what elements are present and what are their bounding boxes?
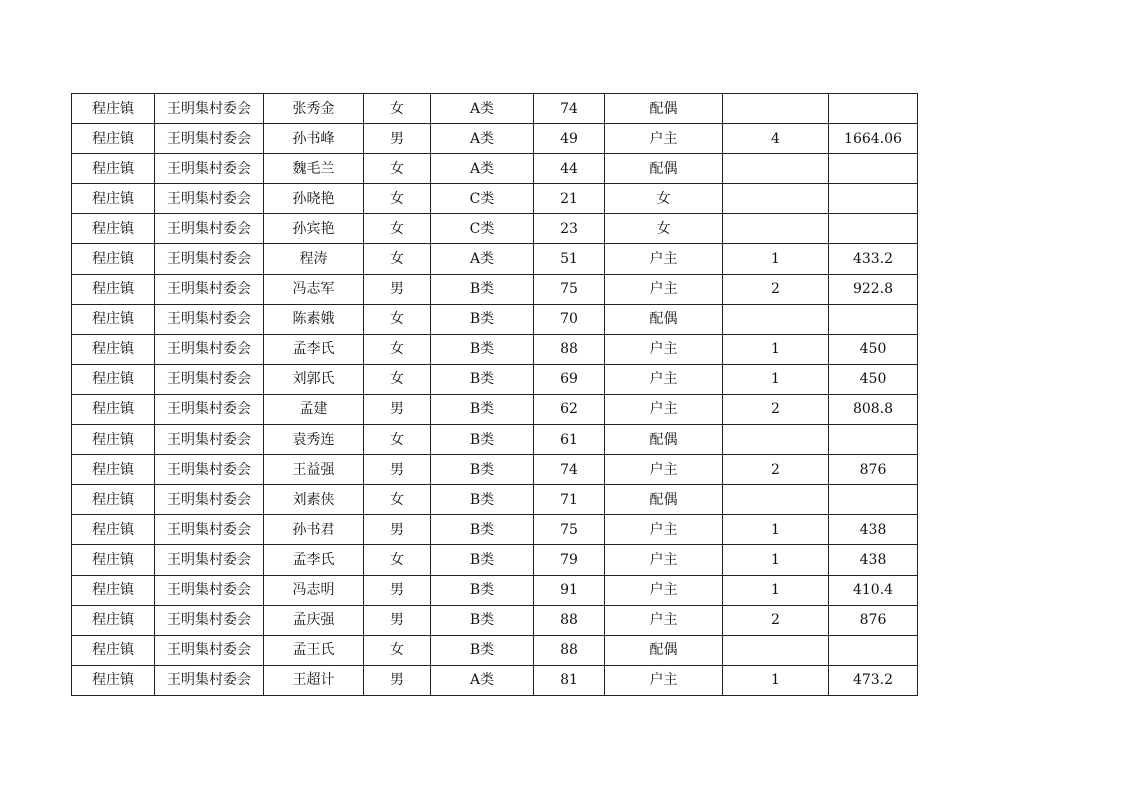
amount-cell [829,304,918,334]
category-cell: A类 [431,124,534,154]
relation-cell: 户主 [605,274,723,304]
name-cell: 冯志军 [264,274,364,304]
category-cell: B类 [431,635,534,665]
town-cell: 程庄镇 [72,184,155,214]
gender-cell: 男 [364,455,431,485]
table-row [72,605,918,635]
table-row [72,334,918,364]
gender-cell: 男 [364,575,431,605]
category-cell: B类 [431,394,534,424]
gender-cell: 女 [364,184,431,214]
amount-cell: 450 [829,364,918,394]
village-cell: 王明集村委会 [155,334,264,364]
town-cell: 程庄镇 [72,455,155,485]
age-cell: 61 [534,425,605,455]
table-row [72,485,918,515]
relation-cell: 户主 [605,605,723,635]
town-cell: 程庄镇 [72,334,155,364]
members-cell [723,635,829,665]
category-cell: A类 [431,154,534,184]
table-row [72,244,918,274]
relation-cell: 户主 [605,124,723,154]
members-cell [723,304,829,334]
amount-cell: 410.4 [829,575,918,605]
age-cell: 91 [534,575,605,605]
relation-cell: 配偶 [605,94,723,124]
relation-cell: 户主 [605,515,723,545]
table-row [72,455,918,485]
table-row [72,665,918,695]
gender-cell: 男 [364,605,431,635]
relation-cell: 户主 [605,575,723,605]
amount-cell [829,425,918,455]
age-cell: 51 [534,244,605,274]
gender-cell: 男 [364,665,431,695]
members-cell: 1 [723,575,829,605]
table-row [72,575,918,605]
members-cell: 2 [723,274,829,304]
gender-cell: 女 [364,635,431,665]
name-cell: 孙晓艳 [264,184,364,214]
gender-cell: 男 [364,515,431,545]
table-row [72,515,918,545]
relation-cell: 户主 [605,334,723,364]
members-cell: 2 [723,394,829,424]
name-cell: 刘素侠 [264,485,364,515]
age-cell: 79 [534,545,605,575]
category-cell: B类 [431,575,534,605]
members-cell: 2 [723,605,829,635]
gender-cell: 女 [364,304,431,334]
category-cell: B类 [431,485,534,515]
relation-cell: 配偶 [605,304,723,334]
table-row [72,364,918,394]
category-cell: B类 [431,304,534,334]
gender-cell: 女 [364,485,431,515]
members-cell [723,184,829,214]
gender-cell: 男 [364,274,431,304]
name-cell: 孟建 [264,394,364,424]
town-cell: 程庄镇 [72,94,155,124]
town-cell: 程庄镇 [72,244,155,274]
name-cell: 孟李氏 [264,545,364,575]
gender-cell: 女 [364,425,431,455]
amount-cell: 876 [829,455,918,485]
name-cell: 王益强 [264,455,364,485]
category-cell: C类 [431,214,534,244]
age-cell: 70 [534,304,605,334]
amount-cell [829,154,918,184]
members-cell: 1 [723,364,829,394]
category-cell: B类 [431,334,534,364]
roster-sheet [71,93,918,696]
age-cell: 23 [534,214,605,244]
name-cell: 魏毛兰 [264,154,364,184]
town-cell: 程庄镇 [72,545,155,575]
name-cell: 刘郭氏 [264,364,364,394]
table-row [72,94,918,124]
village-cell: 王明集村委会 [155,394,264,424]
category-cell: B类 [431,515,534,545]
amount-cell [829,214,918,244]
age-cell: 74 [534,455,605,485]
age-cell: 75 [534,274,605,304]
category-cell: B类 [431,455,534,485]
amount-cell: 808.8 [829,394,918,424]
town-cell: 程庄镇 [72,485,155,515]
relation-cell: 配偶 [605,425,723,455]
town-cell: 程庄镇 [72,575,155,605]
name-cell: 孟庆强 [264,605,364,635]
gender-cell: 女 [364,545,431,575]
members-cell [723,214,829,244]
members-cell [723,154,829,184]
town-cell: 程庄镇 [72,124,155,154]
age-cell: 88 [534,334,605,364]
age-cell: 21 [534,184,605,214]
gender-cell: 女 [364,364,431,394]
town-cell: 程庄镇 [72,154,155,184]
village-cell: 王明集村委会 [155,455,264,485]
members-cell: 2 [723,455,829,485]
town-cell: 程庄镇 [72,605,155,635]
age-cell: 49 [534,124,605,154]
town-cell: 程庄镇 [72,274,155,304]
relation-cell: 配偶 [605,154,723,184]
name-cell: 孙书峰 [264,124,364,154]
roster-body [72,94,918,696]
town-cell: 程庄镇 [72,665,155,695]
category-cell: A类 [431,94,534,124]
name-cell: 王超计 [264,665,364,695]
age-cell: 81 [534,665,605,695]
town-cell: 程庄镇 [72,425,155,455]
village-cell: 王明集村委会 [155,124,264,154]
category-cell: B类 [431,425,534,455]
name-cell: 张秀金 [264,94,364,124]
age-cell: 88 [534,605,605,635]
table-row [72,635,918,665]
amount-cell: 876 [829,605,918,635]
village-cell: 王明集村委会 [155,274,264,304]
gender-cell: 女 [364,214,431,244]
village-cell: 王明集村委会 [155,635,264,665]
amount-cell: 1664.06 [829,124,918,154]
village-cell: 王明集村委会 [155,515,264,545]
name-cell: 孙宾艳 [264,214,364,244]
amount-cell: 438 [829,545,918,575]
amount-cell: 473.2 [829,665,918,695]
table-row [72,274,918,304]
village-cell: 王明集村委会 [155,304,264,334]
category-cell: B类 [431,605,534,635]
village-cell: 王明集村委会 [155,244,264,274]
category-cell: A类 [431,244,534,274]
village-cell: 王明集村委会 [155,364,264,394]
table-row [72,214,918,244]
name-cell: 孟李氏 [264,334,364,364]
relation-cell: 户主 [605,364,723,394]
table-row [72,184,918,214]
category-cell: B类 [431,364,534,394]
town-cell: 程庄镇 [72,304,155,334]
amount-cell: 433.2 [829,244,918,274]
amount-cell [829,184,918,214]
age-cell: 74 [534,94,605,124]
amount-cell [829,635,918,665]
members-cell [723,425,829,455]
gender-cell: 女 [364,154,431,184]
amount-cell: 450 [829,334,918,364]
village-cell: 王明集村委会 [155,545,264,575]
members-cell: 1 [723,665,829,695]
table-row [72,425,918,455]
town-cell: 程庄镇 [72,214,155,244]
age-cell: 75 [534,515,605,545]
village-cell: 王明集村委会 [155,485,264,515]
table-row [72,124,918,154]
relation-cell: 户主 [605,244,723,274]
table-row [72,545,918,575]
village-cell: 王明集村委会 [155,94,264,124]
village-cell: 王明集村委会 [155,214,264,244]
table-row [72,154,918,184]
village-cell: 王明集村委会 [155,665,264,695]
gender-cell: 女 [364,244,431,274]
village-cell: 王明集村委会 [155,184,264,214]
relation-cell: 女 [605,184,723,214]
relation-cell: 配偶 [605,635,723,665]
name-cell: 冯志明 [264,575,364,605]
roster-table [71,93,918,696]
category-cell: B类 [431,545,534,575]
age-cell: 69 [534,364,605,394]
relation-cell: 女 [605,214,723,244]
relation-cell: 户主 [605,545,723,575]
village-cell: 王明集村委会 [155,154,264,184]
amount-cell: 922.8 [829,274,918,304]
members-cell: 1 [723,515,829,545]
town-cell: 程庄镇 [72,515,155,545]
town-cell: 程庄镇 [72,635,155,665]
age-cell: 44 [534,154,605,184]
name-cell: 孟王氏 [264,635,364,665]
members-cell: 4 [723,124,829,154]
relation-cell: 户主 [605,455,723,485]
members-cell: 1 [723,334,829,364]
table-row [72,304,918,334]
village-cell: 王明集村委会 [155,425,264,455]
name-cell: 袁秀连 [264,425,364,455]
gender-cell: 男 [364,394,431,424]
town-cell: 程庄镇 [72,394,155,424]
category-cell: B类 [431,274,534,304]
name-cell: 陈素娥 [264,304,364,334]
name-cell: 孙书君 [264,515,364,545]
village-cell: 王明集村委会 [155,575,264,605]
gender-cell: 女 [364,334,431,364]
age-cell: 62 [534,394,605,424]
amount-cell: 438 [829,515,918,545]
age-cell: 88 [534,635,605,665]
relation-cell: 配偶 [605,485,723,515]
gender-cell: 女 [364,94,431,124]
village-cell: 王明集村委会 [155,605,264,635]
amount-cell [829,94,918,124]
members-cell [723,485,829,515]
members-cell: 1 [723,545,829,575]
category-cell: A类 [431,665,534,695]
relation-cell: 户主 [605,665,723,695]
town-cell: 程庄镇 [72,364,155,394]
members-cell: 1 [723,244,829,274]
table-row [72,394,918,424]
relation-cell: 户主 [605,394,723,424]
members-cell [723,94,829,124]
gender-cell: 男 [364,124,431,154]
age-cell: 71 [534,485,605,515]
amount-cell [829,485,918,515]
name-cell: 程涛 [264,244,364,274]
category-cell: C类 [431,184,534,214]
